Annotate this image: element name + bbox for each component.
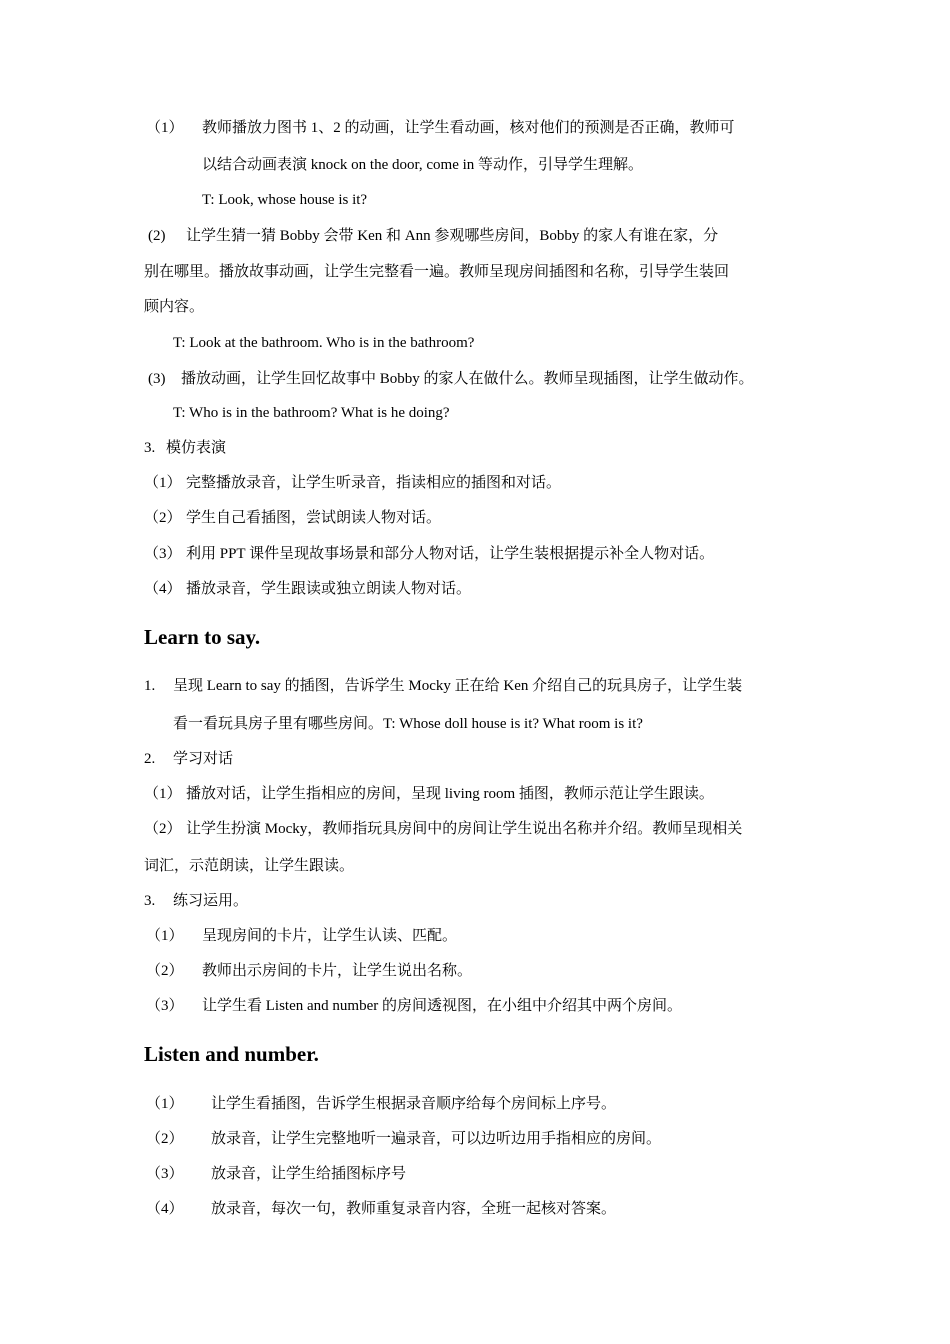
paragraph-line (0, 1095, 950, 1113)
paragraph-line (0, 1165, 950, 1183)
item-text: 让学生扮演 Mocky，教师指玩具房间中的房间让学生说出名称并介绍。教师呈现相关 (186, 821, 743, 837)
item-label: （3） (144, 546, 182, 562)
paragraph-line (0, 404, 950, 422)
paragraph-line (0, 820, 950, 838)
item-text: 学习对话 (173, 751, 234, 767)
item-text: 看一看玩具房子里有哪些房间。T: Whose doll house is it? What room is it? (173, 716, 643, 732)
item-label: （4） (146, 1201, 184, 1217)
paragraph-line (0, 545, 950, 563)
item-text: T: Who is in the bathroom? What is he doing? (173, 405, 450, 421)
item-label: (2) (148, 228, 166, 244)
item-label: （1） (146, 1096, 184, 1112)
item-label: （1） (146, 120, 184, 136)
item-text: 教师播放力图书 1、2 的动画，让学生看动画，核对他们的预测是否正确，教师可 (202, 120, 735, 136)
item-label: （1） (146, 928, 184, 944)
item-text: T: Look, whose house is it? (202, 192, 368, 208)
paragraph-line (0, 191, 950, 209)
item-text: 让学生看 Listen and number 的房间透视图，在小组中介绍其中两个房间。 (202, 998, 682, 1014)
item-label: （4） (144, 581, 182, 597)
paragraph-line (0, 119, 950, 137)
item-text: 词汇，示范朗读，让学生跟读。 (144, 858, 355, 874)
paragraph-line (0, 227, 950, 245)
paragraph-line (0, 509, 950, 527)
paragraph-line (0, 580, 950, 598)
item-label: （2） (144, 510, 182, 526)
paragraph-line (0, 785, 950, 803)
item-label: （2） (146, 1131, 184, 1147)
item-label: 3. (144, 893, 156, 909)
item-text: 呈现 Learn to say 的插图，告诉学生 Mocky 正在给 Ken 介绍自己的玩具房子，让学生装 (173, 678, 743, 694)
item-text: 学生自己看插图，尝试朗读人物对话。 (186, 510, 442, 526)
paragraph-line (0, 962, 950, 980)
paragraph-line (0, 750, 950, 768)
paragraph-line (0, 927, 950, 945)
item-text: 利用 PPT 课件呈现故事场景和部分人物对话，让学生装根据提示补全人物对话。 (186, 546, 715, 562)
paragraph-line (0, 997, 950, 1015)
item-text: T: Look at the bathroom. Who is in the bathroom? (173, 335, 475, 351)
item-text: 别在哪里。播放故事动画，让学生完整看一遍。教师呈现房间插图和名称，引导学生装回 (144, 264, 730, 280)
paragraph-line (0, 677, 950, 695)
item-text: 模仿表演 (166, 440, 227, 456)
paragraph-line (0, 892, 950, 910)
paragraph-line (0, 474, 950, 492)
paragraph-line (0, 439, 950, 457)
item-label: （3） (146, 1166, 184, 1182)
item-label: 2. (144, 751, 156, 767)
paragraph-line (0, 1200, 950, 1218)
item-text: 让学生猜一猜 Bobby 会带 Ken 和 Ann 参观哪些房间，Bobby 的家人有谁在家，分 (186, 228, 719, 244)
item-label: （2） (144, 821, 182, 837)
section-heading: Listen and number. (144, 1042, 319, 1066)
item-label: （1） (144, 475, 182, 491)
paragraph-line (0, 334, 950, 352)
item-text: 播放动画，让学生回忆故事中 Bobby 的家人在做什么。教师呈现插图，让学生做动作。 (181, 371, 754, 387)
section-heading: Learn to say. (144, 625, 261, 649)
paragraph-line (0, 1130, 950, 1148)
item-label: （2） (146, 963, 184, 979)
item-text: 放录音，让学生完整地听一遍录音，可以边听边用手指相应的房间。 (211, 1131, 662, 1147)
paragraph-line (0, 298, 950, 316)
item-text: 播放对话，让学生指相应的房间，呈现 living room 插图，教师示范让学生跟读。 (186, 786, 714, 802)
item-text: 让学生看插图，告诉学生根据录音顺序给每个房间标上序号。 (211, 1096, 617, 1112)
item-text: 完整播放录音，让学生听录音，指读相应的插图和对话。 (186, 475, 562, 491)
item-label: 1. (144, 678, 156, 694)
item-text: 放录音，让学生给插图标序号 (211, 1166, 407, 1182)
item-text: 教师出示房间的卡片，让学生说出名称。 (202, 963, 473, 979)
item-text: 播放录音，学生跟读或独立朗读人物对话。 (186, 581, 472, 597)
item-text: 顾内容。 (144, 299, 205, 315)
paragraph-line (0, 370, 950, 388)
item-label: （3） (146, 998, 184, 1014)
item-text: 呈现房间的卡片，让学生认读、匹配。 (202, 928, 458, 944)
item-text: 放录音，每次一句，教师重复录音内容，全班一起核对答案。 (211, 1201, 617, 1217)
item-text: 练习运用。 (173, 893, 249, 909)
item-label: (3) (148, 371, 166, 387)
item-label: （1） (144, 786, 182, 802)
paragraph-line (0, 263, 950, 281)
item-text: 以结合动画表演 knock on the door, come in 等动作，引导学生理解。 (202, 157, 644, 173)
paragraph-line (0, 857, 950, 875)
paragraph-line (0, 156, 950, 174)
item-label: 3. (144, 440, 156, 456)
paragraph-line (0, 715, 950, 733)
